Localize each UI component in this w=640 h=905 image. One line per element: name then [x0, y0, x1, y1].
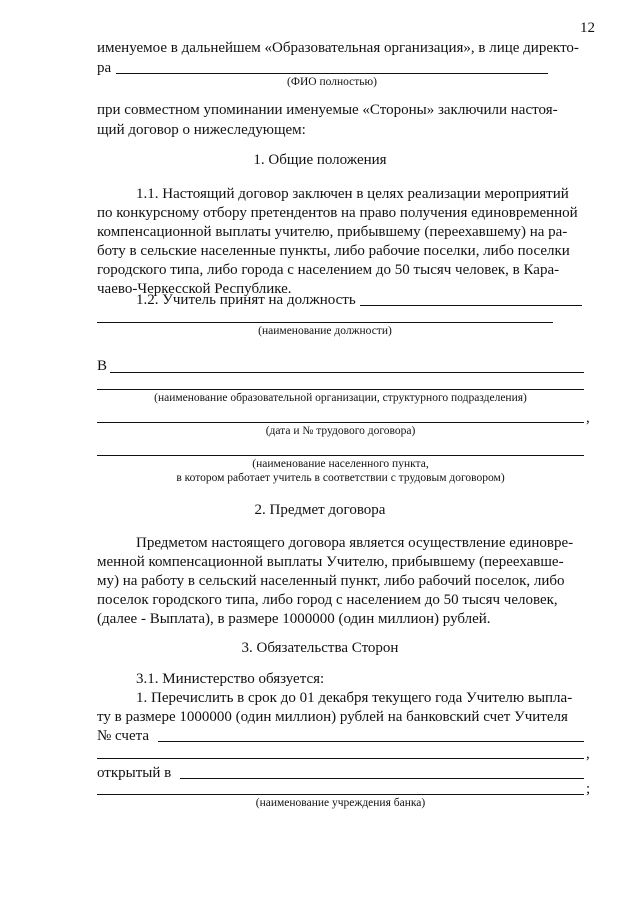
section-2-title: 2. Предмет договора: [254, 502, 386, 518]
p1-line-1: 1. Перечислить в срок до 01 декабря текущего года Учителю выпла-: [136, 690, 573, 706]
p11-line-4: боту в сельские населенные пункты, либо рабочие поселки, либо поселки: [97, 243, 570, 259]
account-prefix: № счета: [97, 728, 150, 744]
org-blank-line-1: [110, 372, 584, 373]
s2-line-4: поселок городского типа, либо город с населением до 50 тысяч человек,: [97, 592, 558, 608]
p12-position-label: 1.2. Учитель принят на должность: [136, 292, 356, 308]
caption-settlement-1: (наименование населенного пункта,: [252, 458, 429, 470]
page-number: 12: [580, 20, 595, 36]
s2-line-1: Предметом настоящего договора является осуществление единовре-: [136, 535, 574, 551]
account-blank-line-2: [97, 758, 584, 759]
p11-line-1: 1.1. Настоящий договор заключен в целях реализации мероприятий: [136, 186, 569, 202]
position-blank-line-1: [360, 305, 582, 306]
account-blank-line-1: [158, 741, 584, 742]
p11-line-5: городского типа, либо города с населением до 50 тысяч человек, в Кара-: [97, 262, 560, 278]
intro-para-line-1: при совместном упоминании именуемые «Стороны» заключили настоя-: [97, 102, 558, 118]
p11-line-6: чаево-Черкесской Республике.: [97, 281, 292, 297]
caption-position: (наименование должности): [258, 325, 392, 337]
section-3-title: 3. Обязательства Сторон: [241, 640, 399, 656]
s2-line-3: му) на работу в сельский населенный пункт, либо рабочий поселок, либо: [97, 573, 565, 589]
fio-blank-line: [116, 73, 548, 74]
date-comma: ,: [586, 410, 590, 426]
p11-line-3: компенсационной выплаты учителю, прибывшему (переехавшему) на ра-: [97, 224, 568, 240]
s2-line-5: (далее - Выплата), в размере 1000000 (один миллион) рублей.: [97, 611, 491, 627]
s2-line-2: менной компенсационной выплаты Учителю, прибывшему (переехавше-: [97, 554, 564, 570]
caption-org: (наименование образовательной организации, структурного подразделения): [154, 392, 527, 404]
p31: 3.1. Министерство обязуется:: [136, 671, 325, 687]
p11-line-2: по конкурсному отбору претендентов на право получения единовременной: [97, 205, 578, 221]
bank-semicolon: ;: [586, 781, 591, 797]
intro-para-line-2: щий договор о нижеследующем:: [97, 122, 306, 138]
org-blank-line-2: [97, 389, 584, 390]
intro-line-1: именуемое в дальнейшем «Образовательная организация», в лице директо-: [97, 40, 579, 56]
position-blank-line-2: [97, 322, 553, 323]
v-prefix: В: [97, 358, 108, 374]
date-blank-line: [97, 422, 584, 423]
bank-blank-line-2: [97, 794, 584, 795]
caption-date: (дата и № трудового договора): [265, 425, 416, 437]
caption-fio: (ФИО полностью): [287, 76, 377, 88]
p1-line-2: ту в размере 1000000 (один миллион) рублей на банковский счет Учителя: [97, 709, 568, 725]
bank-blank-line-1: [180, 778, 584, 779]
caption-bank: (наименование учреждения банка): [255, 797, 426, 809]
settlement-blank-line: [97, 455, 584, 456]
section-1-title: 1. Общие положения: [253, 152, 387, 168]
intro-line-2-prefix: ра: [97, 60, 112, 76]
opened-prefix: открытый в: [97, 765, 172, 781]
caption-settlement-2: в котором работает учитель в соответствии с трудовым договором): [176, 472, 505, 484]
account-comma: ,: [586, 746, 590, 762]
